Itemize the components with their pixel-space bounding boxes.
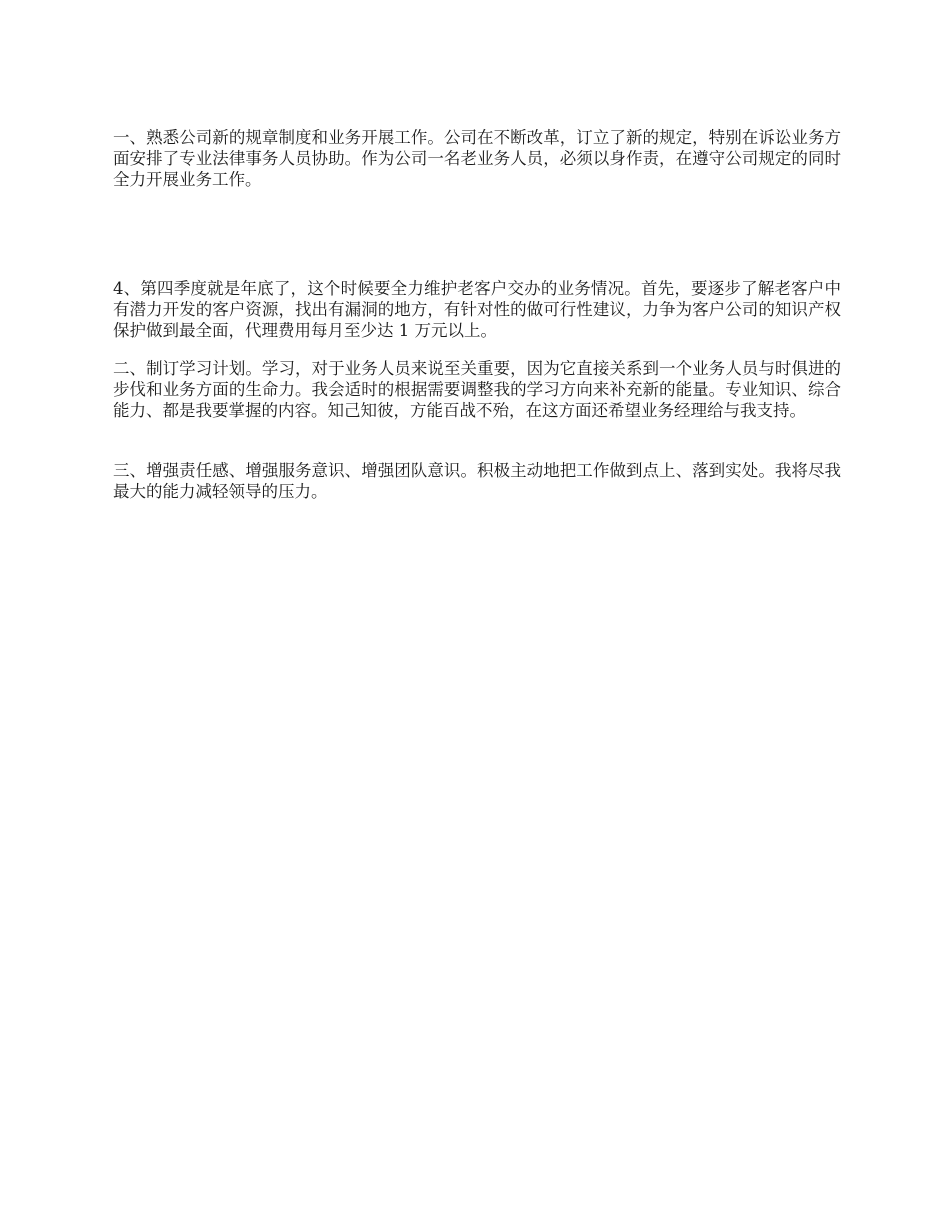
- paragraph-responsibility: 三、增强责任感、增强服务意识、增强团队意识。积极主动地把工作做到点上、落到实处。我将尽我最大的能力减轻领导的压力。: [113, 461, 841, 501]
- paragraph-study-plan: 二、制订学习计划。学习，对于业务人员来说至关重要，因为它直接关系到一个业务人员与时俱进的步伐和业务方面的生命力。我会适时的根据需要调整我的学习方向来补充新的能量。专业知识、综合能力、都是我要掌握的内容。知己知彼，方能百战不殆，在这方面还希望业务经理给与我支持。: [113, 359, 841, 420]
- paragraph-fourth-quarter: 4、第四季度就是年底了，这个时候要全力维护老客户交办的业务情况。首先，要逐步了解老客户中有潜力开发的客户资源，找出有漏洞的地方，有针对性的做可行性建议，力争为客户公司的知识产权保护做到最全面，代理费用每月至少达 1 万元以上。: [113, 279, 841, 340]
- paragraph-familiarize-rules: 一、熟悉公司新的规章制度和业务开展工作。公司在不断改革，订立了新的规定，特别在诉讼业务方面安排了专业法律事务人员协助。作为公司一名老业务人员，必须以身作责，在遵守公司规定的同时全力开展业务工作。: [113, 128, 841, 189]
